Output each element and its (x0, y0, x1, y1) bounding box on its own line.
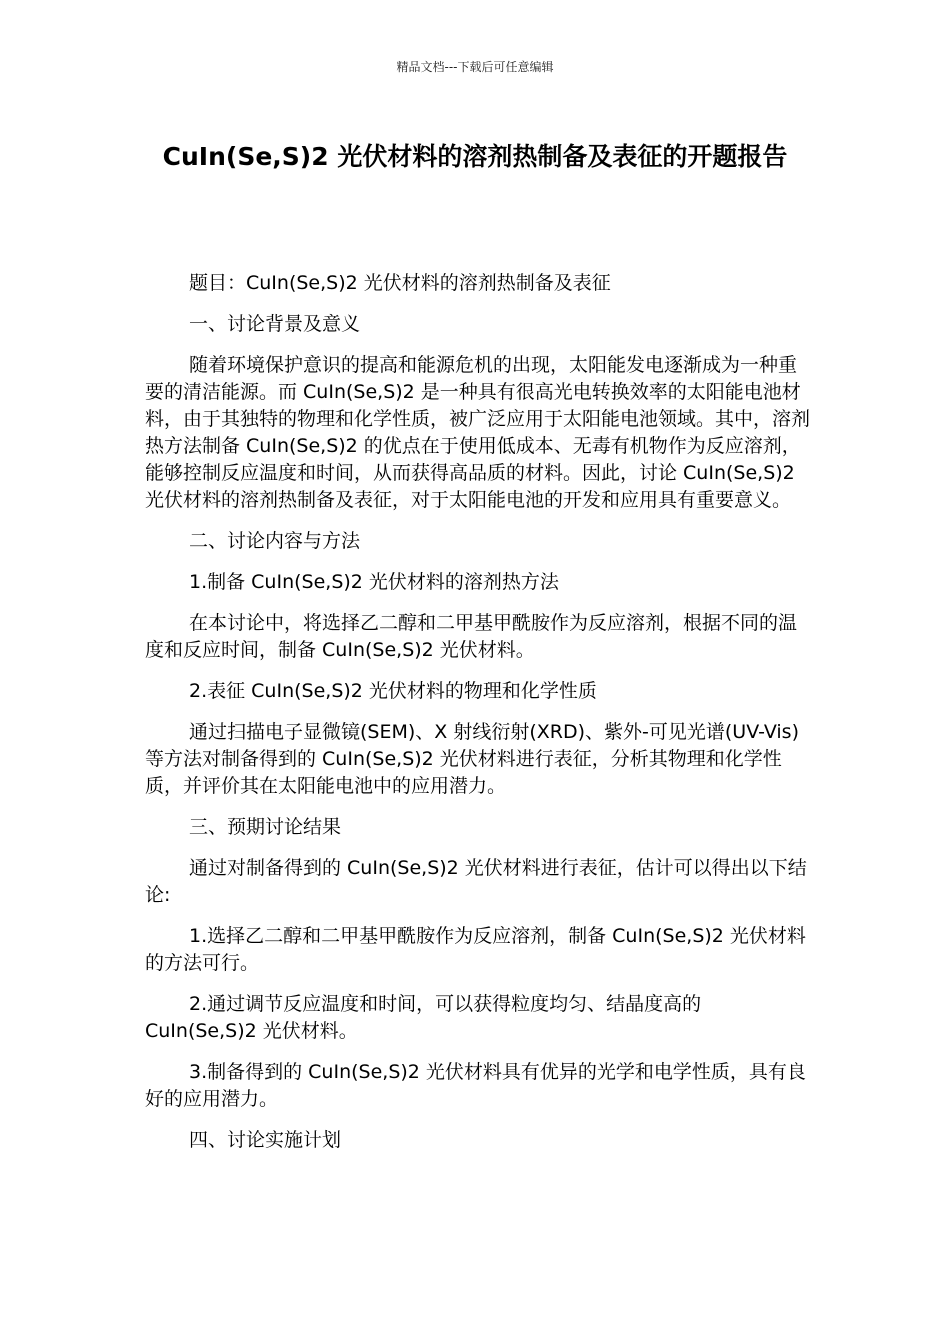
section-heading-implementation-plan: 四、讨论实施计划 (189, 1129, 342, 1151)
background-paragraph: 随着环境保护意识的提高和能源危机的出现，太阳能发电逐渐成为一种重要的清洁能源。而 CuIn(Se,S)2 是一种具有很高光电转换效率的太阳能电池材料，由于其独特的物理和化学性质，被广泛应用于太阳能电池领域。其中，溶剂热方法制备 CuIn(Se,S)2 的优点在于使用低成本、无毒有机物作为反应溶剂，能够控制反应温度和时间，从而获得高品质的材料。因此，讨论 CuIn(Se,S)2 光伏材料的溶剂热制备及表征，对于太阳能电池的开发和应用具有重要意义。 (145, 354, 811, 511)
subheading-preparation: 1.制备 CuIn(Se,S)2 光伏材料的溶剂热方法 (189, 571, 559, 593)
preparation-paragraph: 在本讨论中，将选择乙二醇和二甲基甲酰胺作为反应溶剂，根据不同的温度和反应时间，制备 CuIn(Se,S)2 光伏材料。 (145, 612, 798, 661)
section-heading-background: 一、讨论背景及意义 (189, 313, 361, 335)
document-body (145, 270, 810, 1168)
subheading-characterization: 2.表征 CuIn(Se,S)2 光伏材料的物理和化学性质 (189, 680, 597, 702)
conclusion-item-2: 2.通过调节反应温度和时间，可以获得粒度均匀、结晶度高的 CuIn(Se,S)2 光伏材料。 (145, 993, 702, 1042)
conclusion-item-3: 3.制备得到的 CuIn(Se,S)2 光伏材料具有优异的光学和电学性质，具有良好的应用潜力。 (145, 1061, 806, 1110)
characterization-paragraph: 通过扫描电子显微镜(SEM)、X 射线衍射(XRD)、紫外-可见光谱(UV-Vis)等方法对制备得到的 CuIn(Se,S)2 光伏材料进行表征，分析其物理和化学性质，并评价其在太阳能电池中的应用潜力。 (145, 721, 799, 797)
section-heading-content-method: 二、讨论内容与方法 (189, 530, 361, 552)
section-heading-expected-results: 三、预期讨论结果 (189, 816, 342, 838)
page-header-note: 精品文档---下载后可任意编辑 (396, 60, 554, 74)
expected-results-intro: 通过对制备得到的 CuIn(Se,S)2 光伏材料进行表征，估计可以得出以下结论: (145, 857, 807, 906)
document-title: CuIn(Se,S)2 光伏材料的溶剂热制备及表征的开题报告 (162, 142, 788, 171)
conclusion-item-1: 1.选择乙二醇和二甲基甲酰胺作为反应溶剂，制备 CuIn(Se,S)2 光伏材料的方法可行。 (145, 925, 806, 974)
topic-line: 题目：CuIn(Se,S)2 光伏材料的溶剂热制备及表征 (189, 272, 611, 294)
